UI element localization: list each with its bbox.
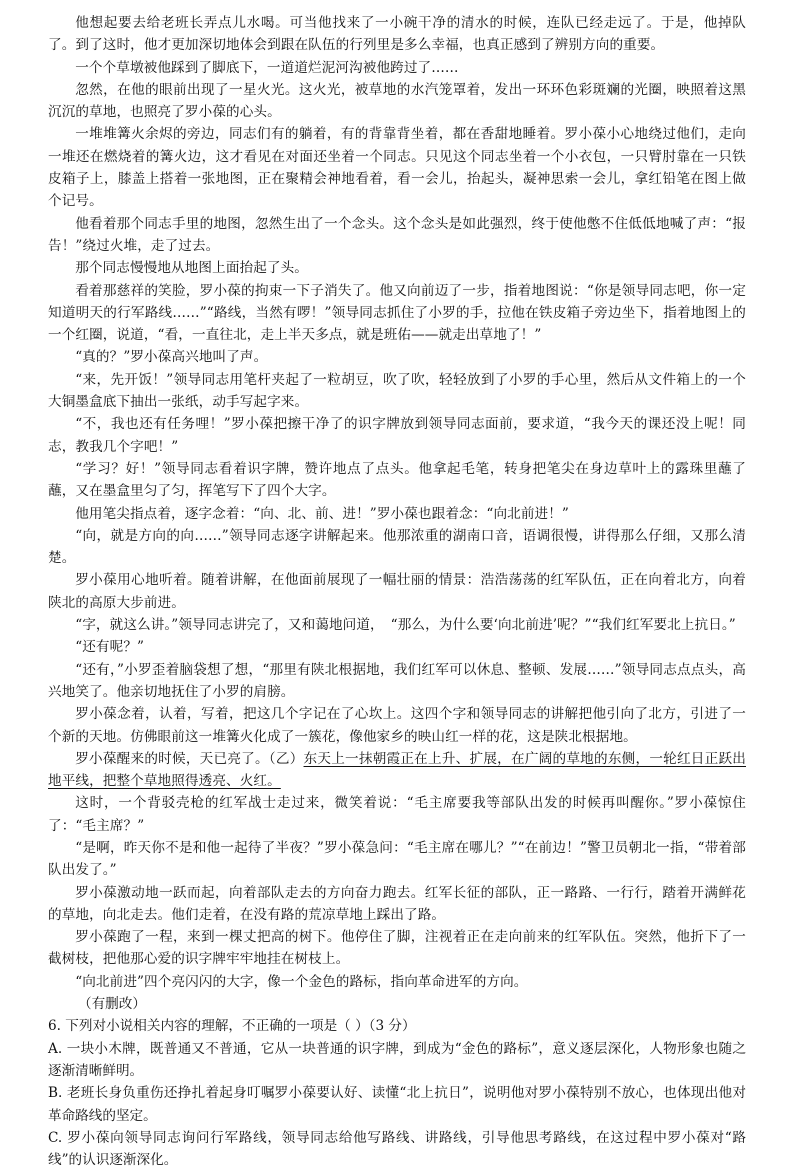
paragraph: “来，先开饭！”领导同志用笔杆夹起了一粒胡豆，吹了吹，轻轻放到了小罗的手心里，然后从文件箱上的一个大铜墨盒底下抽出一张纸，动手写起字来。 — [48, 371, 746, 411]
paragraph: 罗小葆用心地听着。随着讲解，在他面前展现了一幅壮丽的情景：浩浩荡荡的红军队伍，正在向着北方，向着陕北的高原大步前进。 — [48, 572, 746, 611]
paragraph: 这时，一个背驳壳枪的红军战士走过来，微笑着说：“毛主席要我等部队出发的时候再叫醒你。”罗小葆惊住了：“毛主席？” — [48, 795, 746, 834]
question-stem: 6. 下列对小说相关内容的理解，不正确的一项是（ ）（3 分） — [48, 1018, 416, 1035]
paragraph: 他用笔尖指点着，逐字念着：“向、北、前、进！”罗小葆也跟着念：“向北前进！” — [75, 505, 569, 522]
paragraph: 一堆堆篝火余烬的旁边，同志们有的躺着，有的背靠背坐着，都在香甜地睡着。罗小葆小心地绕过他们，走向一堆还在燃烧着的篝火边，这才看见在对面还坐着一个同志。只见这个同志坐着一个小衣包，一只臂肘靠在一只铁皮箱子上，膝盖上搭着一张地图，正在聚精会神地看着，看一会儿，抬起头，凝神思索一会儿，拿红铅笔在图上做个记号。 — [48, 126, 746, 210]
paragraph: 他看着那个同志手里的地图，忽然生出了一个念头。这个念头是如此强烈，终于使他憋不住低低地喊了声：“报告！”绕过火堆，走了过去。 — [48, 215, 746, 254]
option-a: A. 一块小木牌，既普通又不普通，它从一块普通的识字牌，到成为“金色的路标”，意义逐层深化，人物形象也随之逐渐清晰鲜明。 — [48, 1040, 746, 1079]
source-note: （有删改） — [78, 996, 146, 1013]
paragraph: “学习？好！”领导同志看着识字牌，赞许地点了点头。他拿起毛笔，转身把笔尖在身边草叶上的露珠里蘸了蘸，又在墨盒里匀了匀，挥笔写下了四个大字。 — [48, 460, 746, 500]
paragraph: “真的？”罗小葆高兴地叫了声。 — [75, 349, 268, 366]
paragraph: 那个同志慢慢地从地图上面抬起了头。 — [75, 260, 308, 277]
story-text — [48, 12, 746, 1171]
paragraph: “还有呢？” — [75, 639, 145, 656]
paragraph: 罗小葆激动地一跃而起，向着部队走去的方向奋力跑去。红军长征的部队，正一路路、一行行，踏着开满鲜花的草地，向北走去。他们走着，在没有路的荒凉草地上踩出了路。 — [48, 884, 746, 923]
paragraph: 罗小葆跑了一程，来到一棵丈把高的树下。他停住了脚，注视着正在走向前来的红军队伍。突然，他折下了一截树枝，把他那心爱的识字牌牢牢地挂在树枝上。 — [48, 929, 746, 968]
paragraph: “字，就这么讲。”领导同志讲完了，又和蔼地问道， “那么，为什么要‘向北前进’呢？”“我们红军要北上抗日。” — [75, 617, 736, 634]
paragraph: “不，我也还有任务哩！”罗小葆把擦干净了的识字牌放到领导同志面前，要求道，“我今天的课还没上呢！同志，教我几个字吧！” — [48, 416, 746, 455]
paragraph: “还有，”小罗歪着脑袋想了想，“那里有陕北根据地，我们红军可以休息、整顿、发展……”领导同志点点头，高兴地笑了。他亲切地抚住了小罗的肩膀。 — [48, 661, 746, 700]
option-c: C. 罗小葆向领导同志询问行军路线，领导同志给他写路线、讲路线，引导他思考路线，在这过程中罗小葆对“路线”的认识逐渐深化。 — [48, 1129, 746, 1169]
paragraph: 一个个草墩被他踩到了脚底下，一道道烂泥河沟被他跨过了…… — [75, 59, 459, 76]
option-b: B. 老班长身负重伤还挣扎着起身叮嘱罗小葆要认好、读懂“北上抗日”，说明他对罗小葆特别不放心，也体现出他对革命路线的坚定。 — [48, 1085, 746, 1124]
paragraph: 看着那慈祥的笑脸，罗小葆的拘束一下子消失了。他又向前迈了一步，指着地图说：“你是领导同志吧，你一定知道明天的行军路线……”“路线，当然有啰！”领导同志抓住了小罗的手，拉他在铁皮箱子旁边坐下，指着地图上的一个红圈，说道，“看，一直往北，走上半天多点，就是班佑——就走出草地了！” — [48, 282, 746, 344]
paragraph: “向北前进”四个亮闪闪的大字，像一个金色的路标，指向革命进军的方向。 — [75, 973, 528, 990]
paragraph: “是啊，昨天你不是和他一起待了半夜？”罗小葆急问：“毛主席在哪儿？”“在前边！”警卫员朝北一指，“带着部队出发了。” — [48, 839, 746, 879]
sunrise-lead-text: 罗小葆醒来的时候，天已亮了。（乙） — [75, 750, 304, 767]
underlined-sentence-yi: 东天上一抹朝霞正在上升、扩展，在广阔的草地的东侧，一轮红日正跃出地平线，把整个草地照得透亮、火红。 — [48, 750, 746, 790]
paragraph: 他想起要去给老班长弄点儿水喝。可当他找来了一小碗干净的清水的时候，连队已经走远了。于是，他掉队了。到了这时，他才更加深切地体会到跟在队伍的行列里是多么幸福，也真正感到了辨别方向的重要。 — [48, 15, 746, 54]
paragraph-sunrise — [48, 748, 746, 793]
paragraph: 罗小葆念着，认着，写着，把这几个字记在了心坎上。这四个字和领导同志的讲解把他引向了北方，引进了一个新的天地。仿佛眼前这一堆篝火化成了一簇花，像他家乡的映山红一样的花，这是陕北根据地。 — [48, 706, 746, 745]
paragraph: “向，就是方向的向……”领导同志逐字讲解起来。他那浓重的湖南口音，语调很慢，讲得那么仔细，又那么清楚。 — [48, 527, 746, 567]
paragraph: 忽然，在他的眼前出现了一星火光。这火光，被草地的水汽笼罩着，发出一环环色彩斑斓的光圈，映照着这黑沉沉的草地，也照亮了罗小葆的心头。 — [48, 81, 746, 121]
